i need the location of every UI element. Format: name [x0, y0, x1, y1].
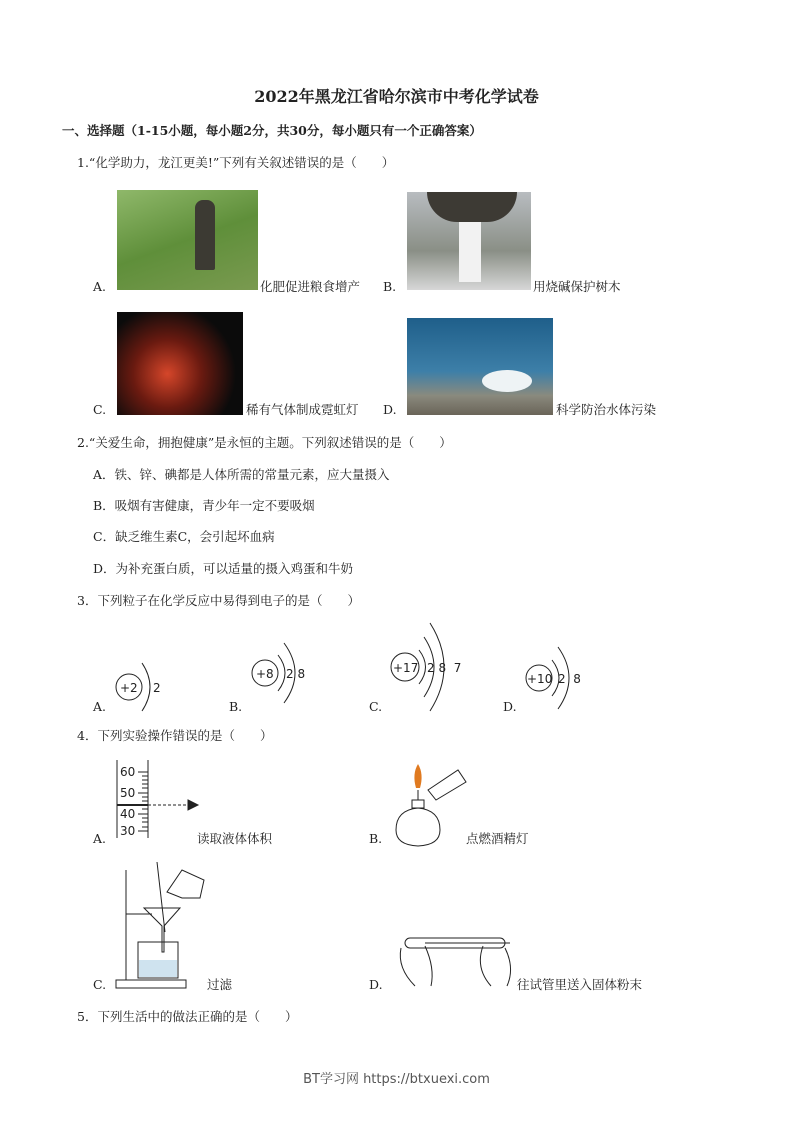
option-label: D. — [503, 699, 517, 714]
tick-label: 30 — [120, 824, 136, 838]
option-label: A. — [93, 831, 107, 846]
alcohol-lamp-diagram — [388, 760, 473, 850]
nucleus-charge: +8 — [256, 667, 274, 681]
option-text: C．缺乏维生素C，会引起坏血病 — [93, 529, 275, 544]
section-heading: 一、选择题（1-15小题，每小题2分，共30分，每小题只有一个正确答案） — [62, 123, 482, 138]
whitewashed-trees-photo — [407, 192, 531, 290]
cylinder-ticks — [138, 772, 148, 831]
option-text: 往试管里送入固体粉末 — [517, 977, 643, 992]
footer-watermark[interactable]: BT学习网 https://btxuexi.com — [303, 1072, 490, 1087]
option-text: 点燃酒精灯 — [466, 831, 529, 846]
option-text: 用烧碱保护树木 — [533, 279, 621, 294]
option-label: B. — [229, 699, 243, 714]
graduated-cylinder-diagram — [110, 758, 210, 840]
option-label: B. — [369, 831, 383, 846]
option-text: 读取液体体积 — [197, 831, 273, 846]
option-label: C. — [93, 977, 107, 992]
option-label: D. — [383, 402, 397, 417]
water-pollution-photo — [407, 318, 553, 415]
question-5-stem: 5．下列生活中的做法正确的是（ ） — [77, 1009, 298, 1024]
nucleus-charge: +17 — [393, 661, 419, 675]
question-2-stem: 2.“关爱生命，拥抱健康”是永恒的主题。下列叙述错误的是（ ） — [77, 435, 452, 450]
filtration-diagram — [112, 862, 212, 992]
option-label: D. — [369, 977, 383, 992]
nucleus-charge: +2 — [120, 681, 138, 695]
option-label: C. — [369, 699, 383, 714]
option-text: 科学防治水体污染 — [556, 402, 657, 417]
atom-structure-diagrams — [0, 615, 793, 715]
electron-shells: 2 8 — [558, 672, 581, 686]
tick-label: 60 — [120, 765, 136, 779]
fertilizer-field-photo — [117, 190, 258, 290]
option-text: D．为补充蛋白质，可以适量的摄入鸡蛋和牛奶 — [93, 561, 354, 576]
option-text: 过滤 — [207, 977, 233, 992]
option-text: A．铁、锌、碘都是人体所需的常量元素，应大量摄入 — [93, 467, 390, 482]
option-label: A. — [93, 699, 107, 714]
question-1-stem: 1.“化学助力，龙江更美!”下列有关叙述错误的是（ ） — [77, 155, 395, 170]
option-label: B. — [383, 279, 397, 294]
electron-shells: 2 8 — [286, 667, 306, 681]
option-text: 稀有气体制成霓虹灯 — [246, 402, 359, 417]
test-tube-powder-diagram — [395, 928, 517, 990]
option-label: A. — [93, 279, 107, 294]
tick-label: 40 — [120, 807, 136, 821]
option-text: B．吸烟有害健康，青少年一定不要吸烟 — [93, 498, 315, 513]
electron-shells: 2 8 7 — [427, 661, 462, 675]
electron-shells: 2 — [153, 681, 161, 695]
option-label: C. — [93, 402, 107, 417]
option-text: 化肥促进粮食增产 — [260, 279, 361, 294]
nucleus-charge: +10 — [527, 672, 553, 686]
neon-lights-photo — [117, 312, 243, 415]
tick-label: 50 — [120, 786, 136, 800]
page-title: 2022年黑龙江省哈尔滨市中考化学试卷 — [254, 87, 539, 106]
question-4-stem: 4．下列实验操作错误的是（ ） — [77, 728, 273, 743]
question-3-stem: 3．下列粒子在化学反应中易得到电子的是（ ） — [77, 593, 360, 608]
